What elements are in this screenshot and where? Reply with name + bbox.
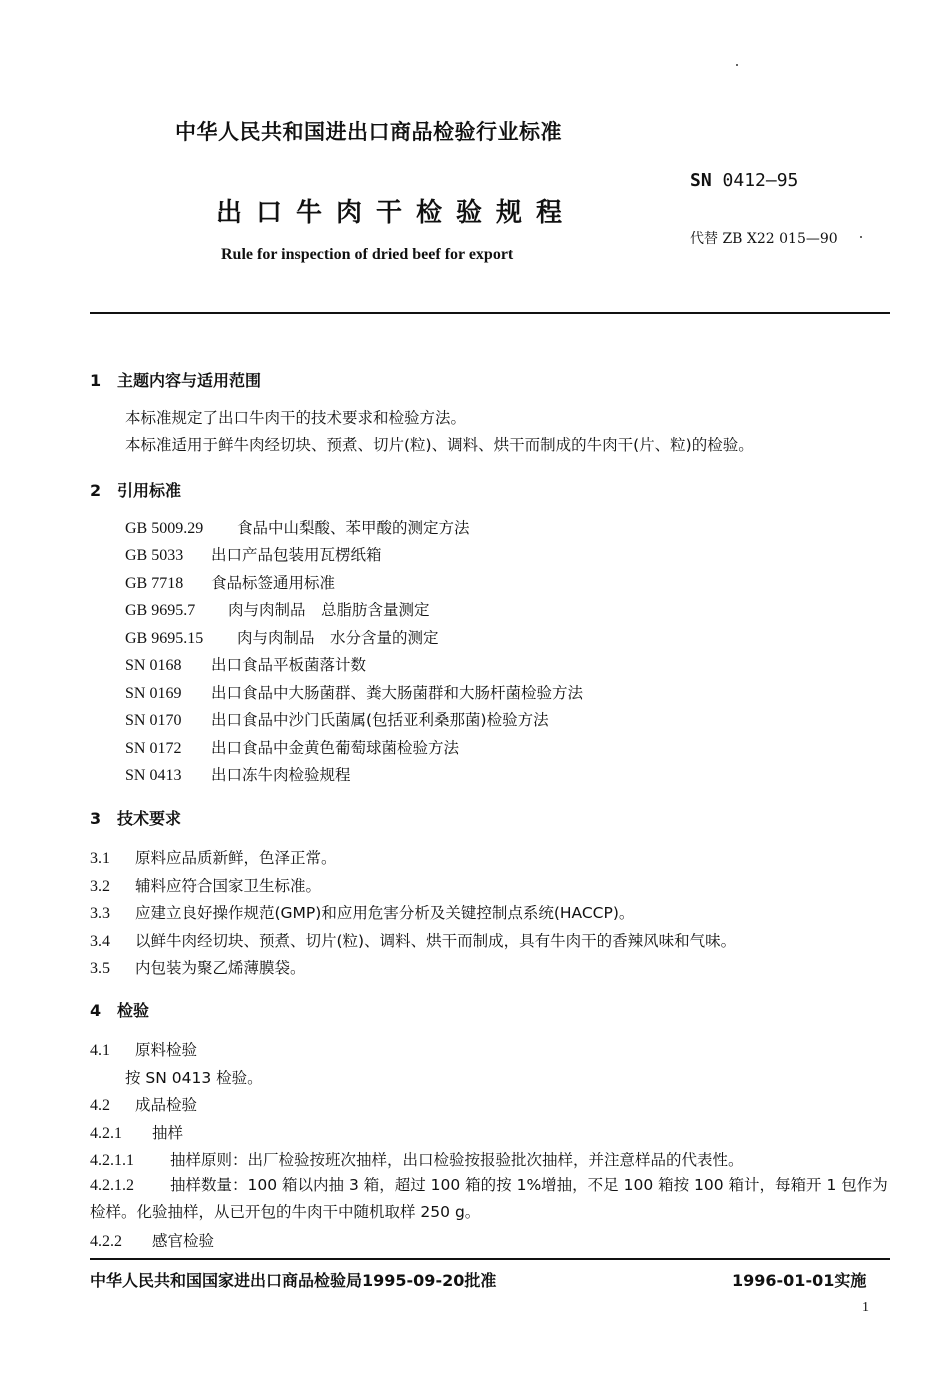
reference-item [125, 598, 430, 620]
reference-name: 出口食品中沙门氏菌属(包括亚利桑那菌)检验方法 [211, 711, 549, 729]
clause-item [90, 1093, 197, 1115]
clause-text: 应建立良好操作规范(GMP)和应用危害分析及关键控制点系统(HACCP)。 [135, 904, 635, 922]
reference-name: 肉与肉制品 水分含量的测定 [237, 629, 439, 647]
header-divider [90, 312, 890, 314]
clause-number: 3.5 [90, 960, 110, 977]
clause-number: 3.1 [90, 850, 110, 867]
reference-name: 出口冻牛肉检验规程 [211, 766, 351, 784]
section-title: 检验 [117, 1001, 150, 1020]
reference-item [125, 626, 439, 648]
clause-text: 抽样数量：100 箱以内抽 3 箱，超过 100 箱的按 1%增抽，不足 100 箱按 100 箱计，每箱开 1 包作为检样。化验抽样，从已开包的牛肉干中随机取样 250 g。 [90, 1176, 888, 1221]
clause-number: 3.2 [90, 878, 110, 895]
clause-number: 3.4 [90, 933, 110, 950]
clause-body: 按 SN 0413 检验。 [125, 1069, 263, 1087]
clause-item [90, 1172, 895, 1226]
reference-code: GB 9695.15 [125, 630, 204, 647]
standard-number: 0412—95 [722, 170, 799, 191]
clause-item [90, 1121, 183, 1143]
reference-item [125, 736, 459, 758]
clause-text: 辅料应符合国家卫生标准。 [135, 877, 322, 895]
reference-code: SN 0413 [125, 767, 182, 784]
reference-item [125, 543, 382, 565]
clause-number: 4.1 [90, 1042, 110, 1059]
section-3-heading [90, 806, 181, 829]
clause-text: 原料应品质新鲜，色泽正常。 [135, 849, 337, 867]
clause-text: 原料检验 [135, 1041, 198, 1059]
reference-code: GB 5033 [125, 547, 184, 564]
section-number: 4 [90, 1001, 102, 1020]
section-4-heading [90, 998, 149, 1021]
clause-number: 4.2.1 [90, 1125, 122, 1142]
clause-item [90, 846, 337, 868]
footer-divider [90, 1258, 890, 1260]
clause-number: 4.2 [90, 1097, 110, 1114]
reference-name: 食品标签通用标准 [211, 574, 336, 592]
clause-text: 内包装为聚乙烯薄膜袋。 [135, 959, 306, 977]
section-title: 技术要求 [117, 809, 182, 828]
organization-standard-title: 中华人民共和国进出口商品检验行业标准 [175, 120, 562, 144]
reference-item [125, 516, 470, 538]
reference-name: 出口食品中金黄色葡萄球菌检验方法 [211, 739, 460, 757]
standard-code [690, 170, 798, 191]
clause-text: 以鲜牛肉经切块、预煮、切片(粒)、调料、烘干而制成，具有牛肉干的香辣风味和气味。 [135, 932, 737, 950]
clause-item [90, 874, 321, 896]
clause-item [90, 956, 306, 978]
reference-name: 出口产品包装用瓦楞纸箱 [211, 546, 382, 564]
section-number: 3 [90, 809, 102, 828]
clause-number: 3.3 [90, 905, 110, 922]
scan-speck [860, 236, 862, 238]
paragraph: 本标准规定了出口牛肉干的技术要求和检验方法。 [125, 409, 467, 427]
section-1-heading [90, 368, 261, 391]
document-title: 出口牛肉干检验规程 [216, 198, 577, 228]
clause-text: 成品检验 [135, 1096, 198, 1114]
reference-name: 食品中山梨酸、苯甲酸的测定方法 [237, 519, 470, 537]
section-title: 主题内容与适用范围 [117, 371, 262, 390]
reference-name: 出口食品中大肠菌群、粪大肠菌群和大肠杆菌检验方法 [211, 684, 584, 702]
clause-number: 4.2.1.1 [90, 1152, 134, 1169]
reference-item [125, 653, 366, 675]
clause-item [90, 1148, 744, 1170]
clause-item [90, 1229, 214, 1251]
replaces-standard: 代替 ZB X22 015—90 [690, 231, 838, 247]
standard-prefix: SN [690, 170, 712, 191]
section-2-heading [90, 478, 181, 501]
clause-number: 4.2.1.2 [90, 1177, 134, 1194]
reference-code: SN 0170 [125, 712, 182, 729]
reference-code: SN 0168 [125, 657, 182, 674]
reference-code: GB 5009.29 [125, 520, 204, 537]
clause-text: 感官检验 [152, 1232, 215, 1250]
clause-item [90, 901, 634, 923]
reference-item [125, 571, 335, 593]
reference-code: GB 7718 [125, 575, 184, 592]
clause-item [90, 929, 736, 951]
clause-text: 抽样 [152, 1124, 184, 1142]
reference-code: GB 9695.7 [125, 602, 196, 619]
clause-number: 4.2.2 [90, 1233, 122, 1250]
scan-speck [736, 64, 738, 66]
section-number: 1 [90, 371, 102, 390]
reference-name: 肉与肉制品 总脂肪含量测定 [228, 601, 430, 619]
reference-item [125, 681, 583, 703]
clause-text: 抽样原则：出厂检验按班次抽样，出口检验按报验批次抽样，并注意样品的代表性。 [170, 1151, 744, 1169]
english-title: Rule for inspection of dried beef for export [221, 246, 514, 263]
approval-statement: 中华人民共和国国家进出口商品检验局1995-09-20批准 [90, 1271, 497, 1290]
paragraph: 本标准适用于鲜牛肉经切块、预煮、切片(粒)、调料、烘干而制成的牛肉干(片、粒)的检验。 [125, 436, 754, 454]
reference-code: SN 0169 [125, 685, 182, 702]
section-number: 2 [90, 481, 102, 500]
effective-date: 1996-01-01实施 [732, 1271, 867, 1290]
reference-code: SN 0172 [125, 740, 182, 757]
page-number: 1 [862, 1300, 869, 1315]
reference-item [125, 763, 351, 785]
reference-name: 出口食品平板菌落计数 [211, 656, 367, 674]
section-title: 引用标准 [117, 481, 182, 500]
reference-item [125, 708, 549, 730]
clause-item [90, 1038, 197, 1060]
